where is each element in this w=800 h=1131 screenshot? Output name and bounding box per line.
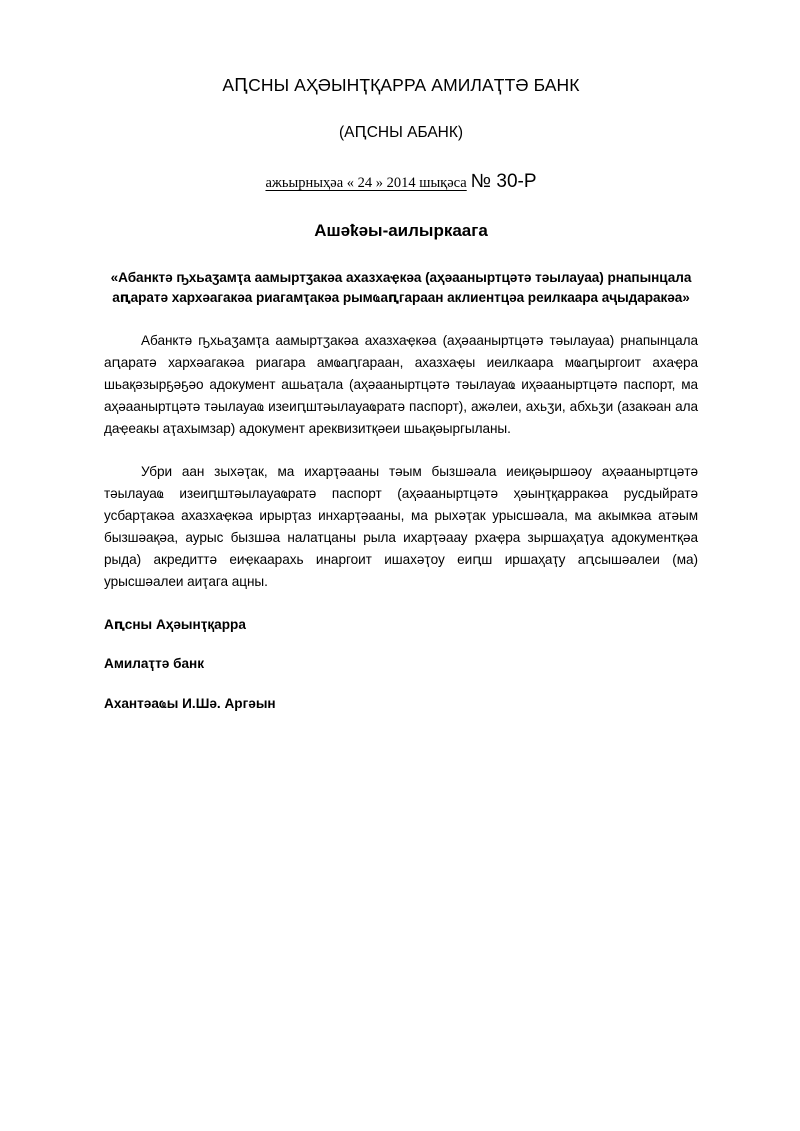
document-type-heading: Ашәҟәы-аилыркаага (314, 220, 488, 240)
organization-title: АԤСНЫ АҲӘЫНҬҚАРРА АМИЛАҬТӘ БАНК (222, 75, 580, 95)
document-number: № 30-Р (470, 170, 537, 192)
document-subject: «Абанктә ҧхьаӡамҭа аамыртӡакәа ахазхаҿкәа (аҳәааныртцәтә тәылауаа) рнапынцала аԥаратә хархәагакәа риагамҭакәа рымҩаԥгараан аклиентцәа реилкаара аҷыдаракәа» (110, 269, 692, 305)
body-paragraph-2: Убри аан зыхәҭак, ма ихарҭәааны тәым бызшәала иеиқәыршәоу аҳәааныртцәтә тәылауаҩ изеиԥштәылауаҩратә паспорт (аҳәааныртцәтә ҳәынҭқарракәа русдыйратә усбарҭакәа ахазхаҿкәа ирырҭаз инхарҭәааны, ма рыхәҭак урысшәала, ма акымкәа атәым бызшәақәа, аурыс бызшәа налатцаны рыла ихарҭәаау рхаҿра зыршаҳаҭуа адокументқәа рыда) акредиттә еиҿкаарахь инаргоит ишахәҭоу еиԥш иршаҳаҭу аԥсышәалеи (ма) урысшәалеи аиҭага ацны. (104, 463, 698, 589)
signature-signatory: Ахантәаҩы И.Шә. Аргәын (104, 696, 276, 712)
signature-block (104, 593, 698, 713)
signature-institution: Амилаҭтә банк (104, 656, 205, 672)
date-and-number-line (104, 143, 698, 195)
organization-subtitle: (АԤСНЫ АБАНК) (338, 123, 464, 141)
document-date: ажьырныҳәа « 24 » 2014 шықәса (265, 174, 467, 191)
body-paragraph-1: Абанктә ҧхьаӡамҭа аамыртӡакәа ахазхаҿкәа (аҳәааныртцәтә тәылауаа) рнапынцала аԥаратә хархәагакәа риагара амҩаԥгараан, ахазхаҿы иеилкаара мҩаԥыргоит ахаҿра шьақәзырҕәҕәо адокумент ашьаҭала (аҳәааныртцәтә тәылауаҩ иҳәааныртцәтә паспорт, ма аҳәааныртцәтә тәылауаҩ изеиԥштәылауаҩратә паспорт), ажәлеи, ахьӡи, абхьӡи (азакәан ала даҿеакы аҭахымзар) адокумент ареквизитқәеи шьақәыргыланы. (104, 332, 698, 436)
document-content (104, 0, 698, 713)
signature-authority: Аԥсны Аҳәынҭқарра (104, 616, 246, 632)
